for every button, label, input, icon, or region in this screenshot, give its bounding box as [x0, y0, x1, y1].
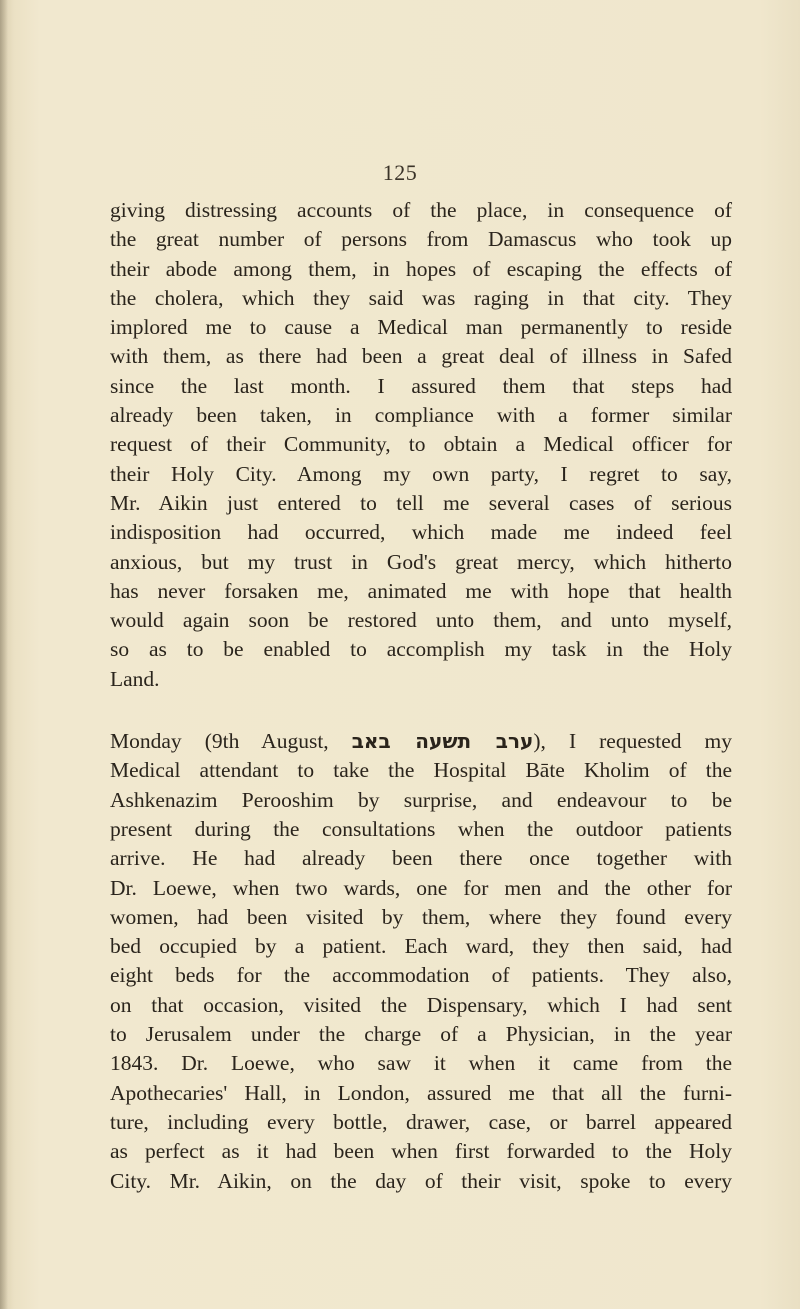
text-line: on that occasion, visited the Dispensary, which I had sent [110, 992, 732, 1017]
text-line: the great number of persons from Damascus who took up [110, 227, 732, 252]
text-line: request of their Community, to obtain a Medical officer for [110, 432, 732, 457]
text-line: Medical attendant to take the Hospital Bāte Kholim of the [110, 758, 732, 783]
line-text-before-hebrew: Monday (9th August, [110, 729, 329, 754]
line-text-after-hebrew: ), I requested my [533, 729, 733, 754]
text-line: has never forsaken me, animated me with hope that health [110, 578, 732, 603]
gutter-shadow [0, 0, 8, 1309]
text-line: women, had been visited by them, where they found every [110, 904, 732, 929]
body-text [110, 196, 732, 1196]
text-line: the cholera, which they said was raging in that city. They [110, 285, 732, 310]
text-line: Dr. Loewe, when two wards, one for men and the other for [110, 875, 732, 900]
text-line: 1843. Dr. Loewe, who saw it when it came from the [110, 1051, 732, 1076]
page-number: 125 [382, 160, 418, 185]
text-line: eight beds for the accommodation of patients. They also, [110, 963, 732, 988]
text-line: Apothecaries' Hall, in London, assured me that all the furni- [110, 1080, 732, 1105]
text-line: would again soon be restored unto them, and unto myself, [110, 608, 732, 633]
text-line: arrive. He had already been there once together with [110, 846, 732, 871]
text-line: their abode among them, in hopes of escaping the effects of [110, 256, 732, 281]
text-line: Land. [110, 666, 160, 691]
text-line: anxious, but my trust in God's great mercy, which hitherto [110, 549, 732, 574]
text-line: giving distressing accounts of the place, in consequence of [110, 198, 732, 222]
text-line: present during the consultations when the outdoor patients [110, 816, 732, 841]
text-line: so as to be enabled to accomplish my task in the Holy [110, 637, 732, 662]
text-line: Mr. Aikin just entered to tell me several cases of serious [110, 490, 732, 515]
text-line: already been taken, in compliance with a former similar [110, 403, 732, 428]
text-line: since the last month. I assured them that steps had [110, 373, 732, 398]
text-line: as perfect as it had been when first forwarded to the Holy [110, 1139, 732, 1164]
paragraph-1 [110, 196, 732, 694]
text-line: ture, including every bottle, drawer, case, or barrel appeared [110, 1109, 732, 1134]
text-line: implored me to cause a Medical man permanently to reside [110, 315, 732, 340]
text-line: their Holy City. Among my own party, I regret to say, [110, 461, 732, 486]
text-line: Ashkenazim Perooshim by surprise, and endeavour to be [110, 787, 732, 812]
text-line [110, 727, 732, 756]
text-line: bed occupied by a patient. Each ward, they then said, had [110, 934, 732, 959]
text-line: with them, as there had been a great deal of illness in Safed [110, 344, 732, 369]
hebrew-date: ערב תשעה באב [351, 729, 534, 754]
text-line: to Jerusalem under the charge of a Physician, in the year [110, 1022, 732, 1047]
text-line: indisposition had occurred, which made me indeed feel [110, 520, 732, 545]
text-line: City. Mr. Aikin, on the day of their visit, spoke to every [110, 1168, 732, 1193]
paragraph-2 [110, 727, 732, 1196]
